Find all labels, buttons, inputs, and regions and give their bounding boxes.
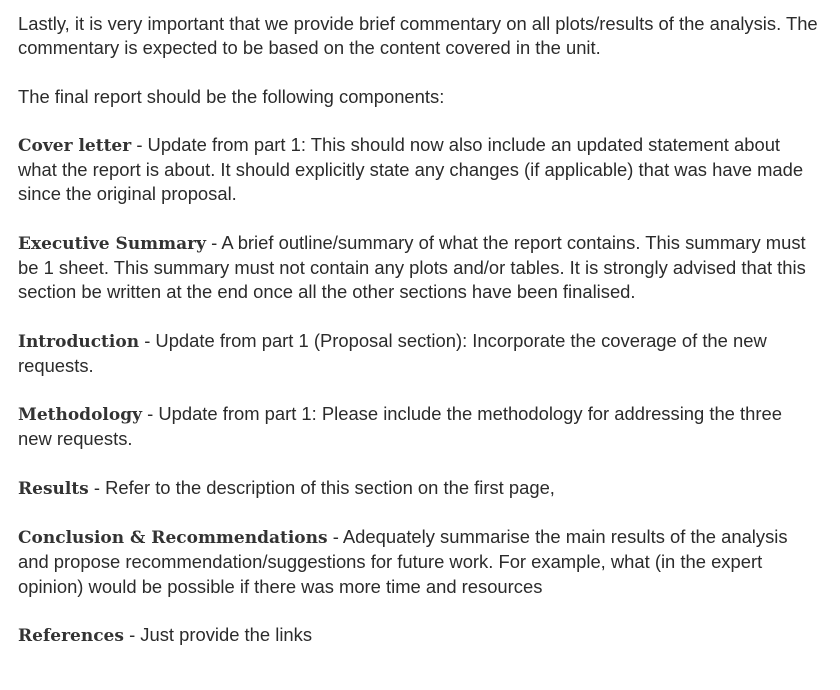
- results-term: Results: [18, 478, 89, 499]
- conclusion-description: - Adequately summarise the main results of the analysis and propose recommendation/suggestions for future work. For example, what (in the expert opinion) would be possible if there was more time and resources: [18, 526, 788, 597]
- section-executive-summary: [18, 231, 818, 305]
- executive-summary-description: - A brief outline/summary of what the report contains. This summary must be 1 sheet. This summary must not contain any plots and/or tables. It is strongly advised that this section be written at the end once all the other sections have been finalised.: [18, 231, 806, 303]
- results-description: - Refer to the description of this section on the first page,: [88, 476, 555, 498]
- executive-summary-term: Executive Summary: [18, 233, 207, 254]
- cover-letter-description: - Update from part 1: This should now also include an updated statement about what the report is about. It should explicitly state any changes (if applicable) that was have made since the original proposal.: [18, 133, 804, 205]
- methodology-description: - Update from part 1: Please include the methodology for addressing the three new requests.: [18, 403, 782, 450]
- intro-components-paragraph: The final report should be the following components:: [18, 85, 445, 107]
- introduction-term: Introduction: [18, 331, 140, 352]
- section-methodology: [18, 402, 818, 451]
- section-introduction: [18, 329, 818, 378]
- methodology-term: Methodology: [18, 405, 142, 426]
- references-term: References: [18, 625, 124, 646]
- section-conclusion: [18, 525, 818, 599]
- section-cover-letter: [18, 133, 818, 207]
- intro-commentary-paragraph: Lastly, it is very important that we provide brief commentary on all plots/results of the analysis. The commentary is expected to be based on the content covered in the unit.: [18, 13, 818, 59]
- conclusion-term: Conclusion & Recommendations: [18, 528, 328, 549]
- section-results: [18, 476, 818, 501]
- introduction-description: - Update from part 1 (Proposal section): Incorporate the coverage of the new requests.: [18, 329, 767, 376]
- report-instructions: [18, 12, 818, 672]
- cover-letter-term: Cover letter: [18, 135, 132, 156]
- references-description: - Just provide the links: [123, 623, 313, 645]
- section-references: [18, 623, 818, 648]
